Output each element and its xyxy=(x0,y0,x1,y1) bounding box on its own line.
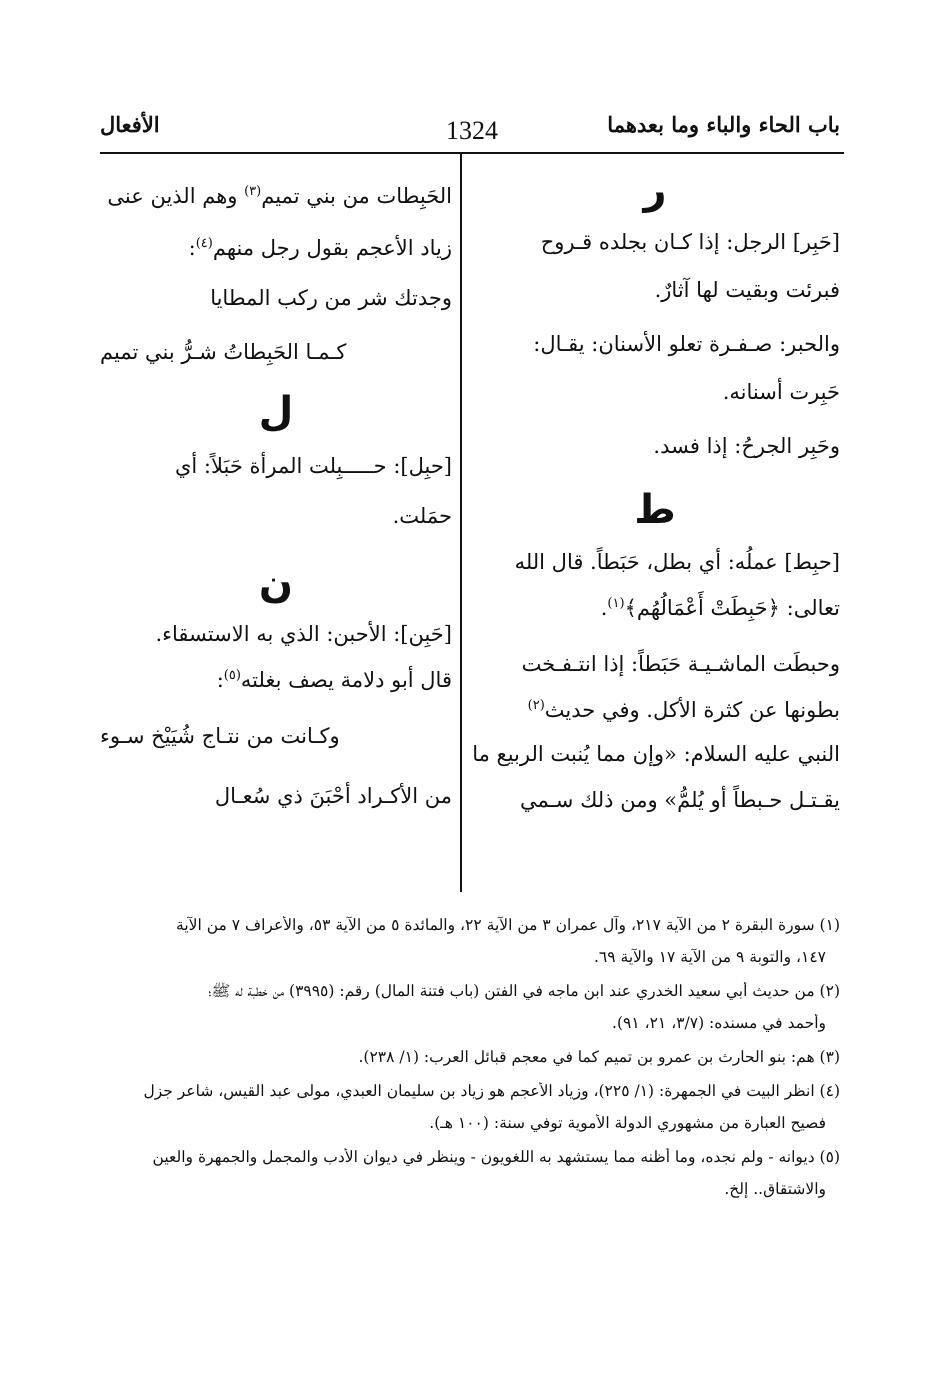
habitat-line2 xyxy=(100,236,452,286)
entry-habir-line1: [حَبِر] الرجل: إذا كـان بجلده قـروح xyxy=(540,230,840,254)
verse1-second-hemistich: كـمـا الحَبِطاتُ شـرُّ بني تميم xyxy=(100,340,347,364)
root-letter-ta: ط xyxy=(634,487,676,533)
habitat-text-b: وهم الذين عنى xyxy=(107,184,238,208)
entry-habin-line2 xyxy=(100,668,452,724)
footnote-4-line1: (٤) انظر البيت في الجمهرة: (١/ ٢٢٥)، وزياد الأعجم هو زياد بن سليمان العبدي، مولى عبد القيس، شاعر جزل xyxy=(143,1082,840,1100)
entry-mashiya-line4: يقـتـل حـبطاً أو يُلمُّ» ومن ذلك سـمي xyxy=(520,788,840,812)
root-letter-nun: ن xyxy=(258,561,294,607)
entry-hibr-line2: حَبِرت أسنانه. xyxy=(722,380,840,404)
footnote-ref-4: (٤) xyxy=(195,236,213,251)
entry-habil-line2: حمَلت. xyxy=(392,504,452,528)
habitat-line1 xyxy=(100,170,452,236)
footnote-5-line2: والاشتقاق.. إلخ. xyxy=(724,1180,826,1198)
footnote-2-line1: (٢) من حديث أبي سعيد الخدري عند ابن ماجه في الفتن (باب فتنة المال) رقم: (٣٩٩٥) من خطبة له ﷺ؛ xyxy=(208,982,840,1000)
entry-mashiya-text: بطونها عن كثرة الأكل. وفي حديث xyxy=(544,698,840,722)
entry-mashiya-line2 xyxy=(470,698,840,742)
footnote-ref-2: (٢) xyxy=(527,698,545,713)
root-letter-lam: ل xyxy=(258,389,294,435)
entry-habit-line1: [حبِط] عملُه: أي بطل، حَبَطاً. قال الله xyxy=(514,550,840,574)
entry-habin-line1: [حَبِن]: الأحبن: الذي به الاستسقاء. xyxy=(155,622,452,646)
entry-mashiya-line1: وحبطَت الماشـيـة حَبَطاً: إذا انتـفـخت xyxy=(521,652,840,676)
chapter-title: باب الحاء والباء وما بعدهما xyxy=(607,112,840,137)
verse2-first-hemistich: وكـانت من نتـاج شُيَيْخ سـوء xyxy=(100,724,340,748)
root-letter-ra: ر xyxy=(643,167,667,213)
footnote-ref-3: (٣) xyxy=(244,184,262,199)
left-column xyxy=(100,170,452,830)
header-rule xyxy=(100,152,844,154)
habitat-text-a: الحَبِطات من بني تميم xyxy=(261,184,452,208)
entry-habin-colon: : xyxy=(216,668,224,692)
habitat-line2-text: زياد الأعجم بقول رجل منهم xyxy=(212,236,452,260)
footnote-4-line2: فصيح العبارة من مشهوري الدولة الأموية توفي سنة: (١٠٠ هـ). xyxy=(429,1114,826,1132)
entry-habir-line2: فبرئت وبقيت لها آثارٌ. xyxy=(654,278,840,302)
verse2-second-hemistich: من الأكـراد أحْبَنَ ذي سُعـال xyxy=(214,784,452,808)
page-number: 1324 xyxy=(446,116,498,145)
footnote-1-line1: (١) سورة البقرة ٢ من الآية ٢١٧، وآل عمران ٣ من الآية ٢٢، والمائدة ٥ من الآية ٥٣، والأعراف ٧ من الآية xyxy=(176,916,840,934)
entry-jurh-line: وحَبِر الجرحُ: إذا فسد. xyxy=(653,434,840,458)
quran-quote: تعالى: ﴿حَبِطَتْ أَعْمَالُهُم﴾ xyxy=(624,596,840,620)
entry-habin-text: قال أبو دلامة يصف بغلته xyxy=(240,668,452,692)
entry-mashiya-line3: النبي عليه السلام: «وإن مما يُنبت الربيع ما xyxy=(472,742,840,766)
section-title: الأفعال xyxy=(100,112,160,137)
footnote-ref-1: (١) xyxy=(607,596,625,611)
entry-habil-line1: [حبِل]: حـــــبِلت المرأة حَبَلاً: أي xyxy=(174,454,452,478)
footnote-1-line2: ١٤٧، والتوبة ٩ من الآية ١٧ والآية ٦٩. xyxy=(593,948,826,966)
footnote-3: (٣) هم: بنو الحارث بن عمرو بن تميم كما في معجم قبائل العرب: (١/ ٢٣٨). xyxy=(358,1048,840,1066)
footnotes xyxy=(100,916,840,1212)
footnote-ref-5: (٥) xyxy=(223,668,241,683)
entry-hibr-line1: والحبر: صـفـرة تعلو الأسنان: يقـال: xyxy=(533,332,840,356)
entry-habit-line2: تعالى: ﴿حَبِطَتْ أَعْمَالُهُم﴾$^{(١)}$. xyxy=(600,596,840,620)
habitat-line2-colon: : xyxy=(188,236,196,260)
verse1-first-hemistich: وجدتك شر من ركب المطايا xyxy=(210,286,452,310)
footnote-2-line2: وأحمد في مسنده: (٣/٧، ٢١، ٩١). xyxy=(612,1014,826,1032)
right-column xyxy=(470,167,840,834)
footnote-5-line1: (٥) ديوانه - ولم نجده، وما أظنه مما يستشهد به اللغويون - وينظر في ديوان الأدب والمجمل والجمهرة والعين xyxy=(152,1148,840,1166)
column-divider xyxy=(460,154,462,892)
